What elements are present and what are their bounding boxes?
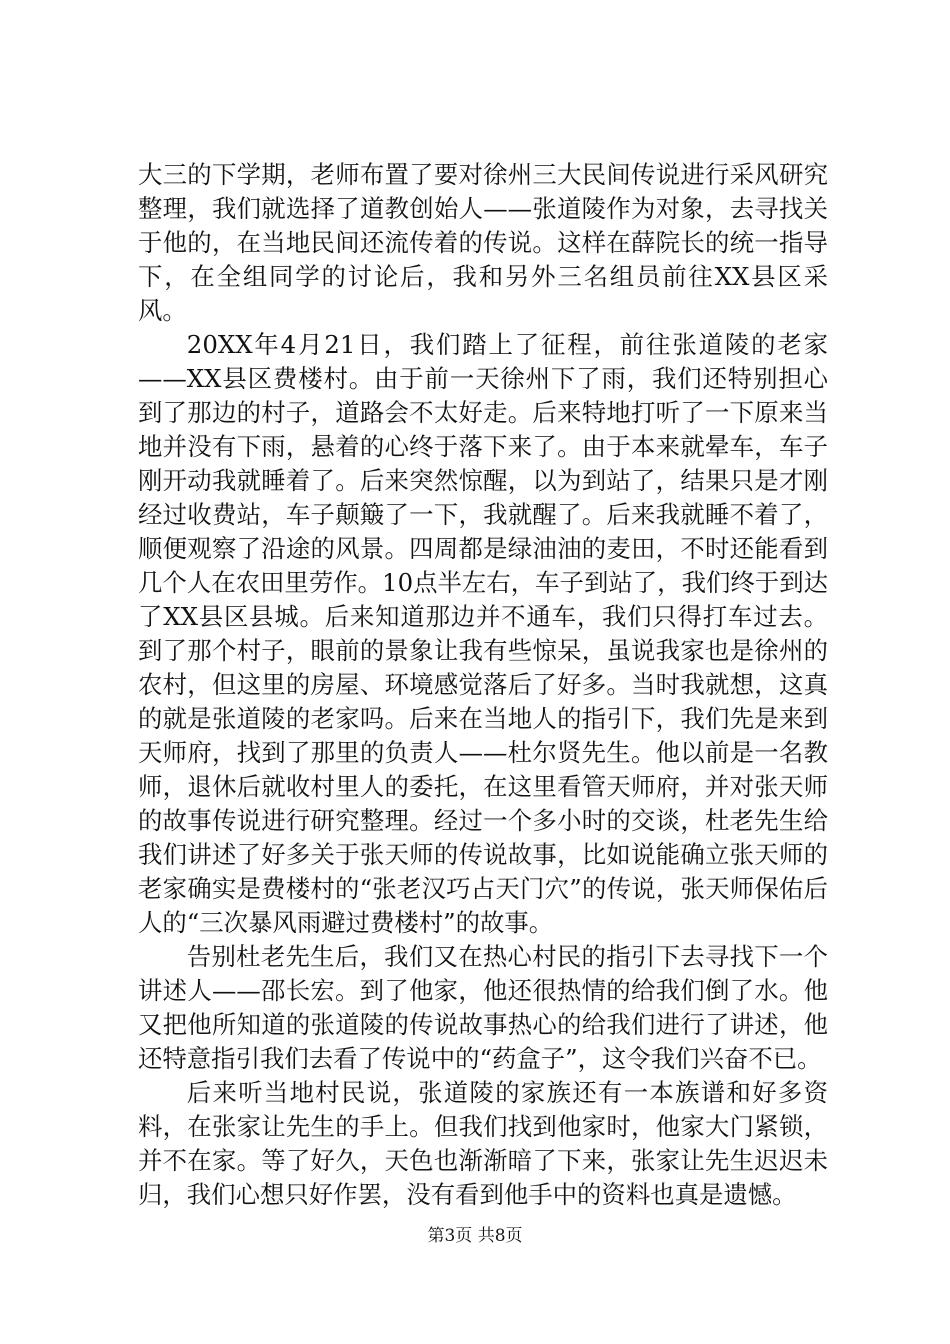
paragraph-1: 大三的下学期，老师布置了要对徐州三大民间传说进行采风研究整理，我们就选择了道教创始人——张道陵作为对象，去寻找关于他的，在当地民间还流传着的传说。这样在薛院长的统一指导下，在全组同学的讨论后，我和另外三名组员前往XX县区采风。 <box>138 160 828 325</box>
paragraph-2: 20XX年4月21日，我们踏上了征程，前往张道陵的老家——XX县区费楼村。由于前一天徐州下了雨，我们还特别担心到了那边的村子，道路会不太好走。后来特地打听了一下原来当地并没有下雨，悬着的心终于落下来了。由于本来就晕车，车子刚开动我就睡着了。后来突然惊醒，以为到站了，结果只是才刚经过收费站，车子颠簸了一下，我就醒了。后来我就睡不着了，顺便观察了沿途的风景。四周都是绿油油的麦田，不时还能看到几个人在农田里劳作。10点半左右，车子到站了，我们终于到达了XX县区县城。后来知道那边并不通车，我们只得打车过去。到了那个村子，眼前的景象让我有些惊呆，虽说我家也是徐州的农村，但这里的房屋、环境感觉落后了好多。当时我就想，这真的就是张道陵的老家吗。后来在当地人的指引下，我们先是来到天师府，找到了那里的负责人——杜尔贤先生。他以前是一名教师，退休后就收村里人的委托，在这里看管天师府，并对张天师的故事传说进行研究整理。经过一个多小时的交谈，杜老先生给我们讲述了好多关于张天师的传说故事，比如说能确立张天师的老家确实是费楼村的“张老汉巧占天门穴”的传说，张天师保佑后人的“三次暴风雨避过费楼村”的故事。 <box>138 330 828 937</box>
paragraph-4: 后来听当地村民说，张道陵的家族还有一本族谱和好多资料，在张家让先生的手上。但我们找到他家时，他家大门紧锁，并不在家。等了好久，天色也渐渐暗了下来，张家让先生迟迟未归，我们心想只好作罢，没有看到他手中的资料也真是遗憾。 <box>138 1078 828 1209</box>
paragraph-3: 告别杜老先生后，我们又在热心村民的指引下去寻找下一个讲述人——邵长宏。到了他家，他还很热情的给我们倒了水。他又把他所知道的张道陵的传说故事热心的给我们进行了讲述，他还特意指引我们去看了传说中的“药盒子”，这令我们兴奋不已。 <box>138 942 828 1073</box>
body-text <box>138 158 828 1212</box>
page-footer: 第3页 共8页 <box>427 1226 523 1246</box>
